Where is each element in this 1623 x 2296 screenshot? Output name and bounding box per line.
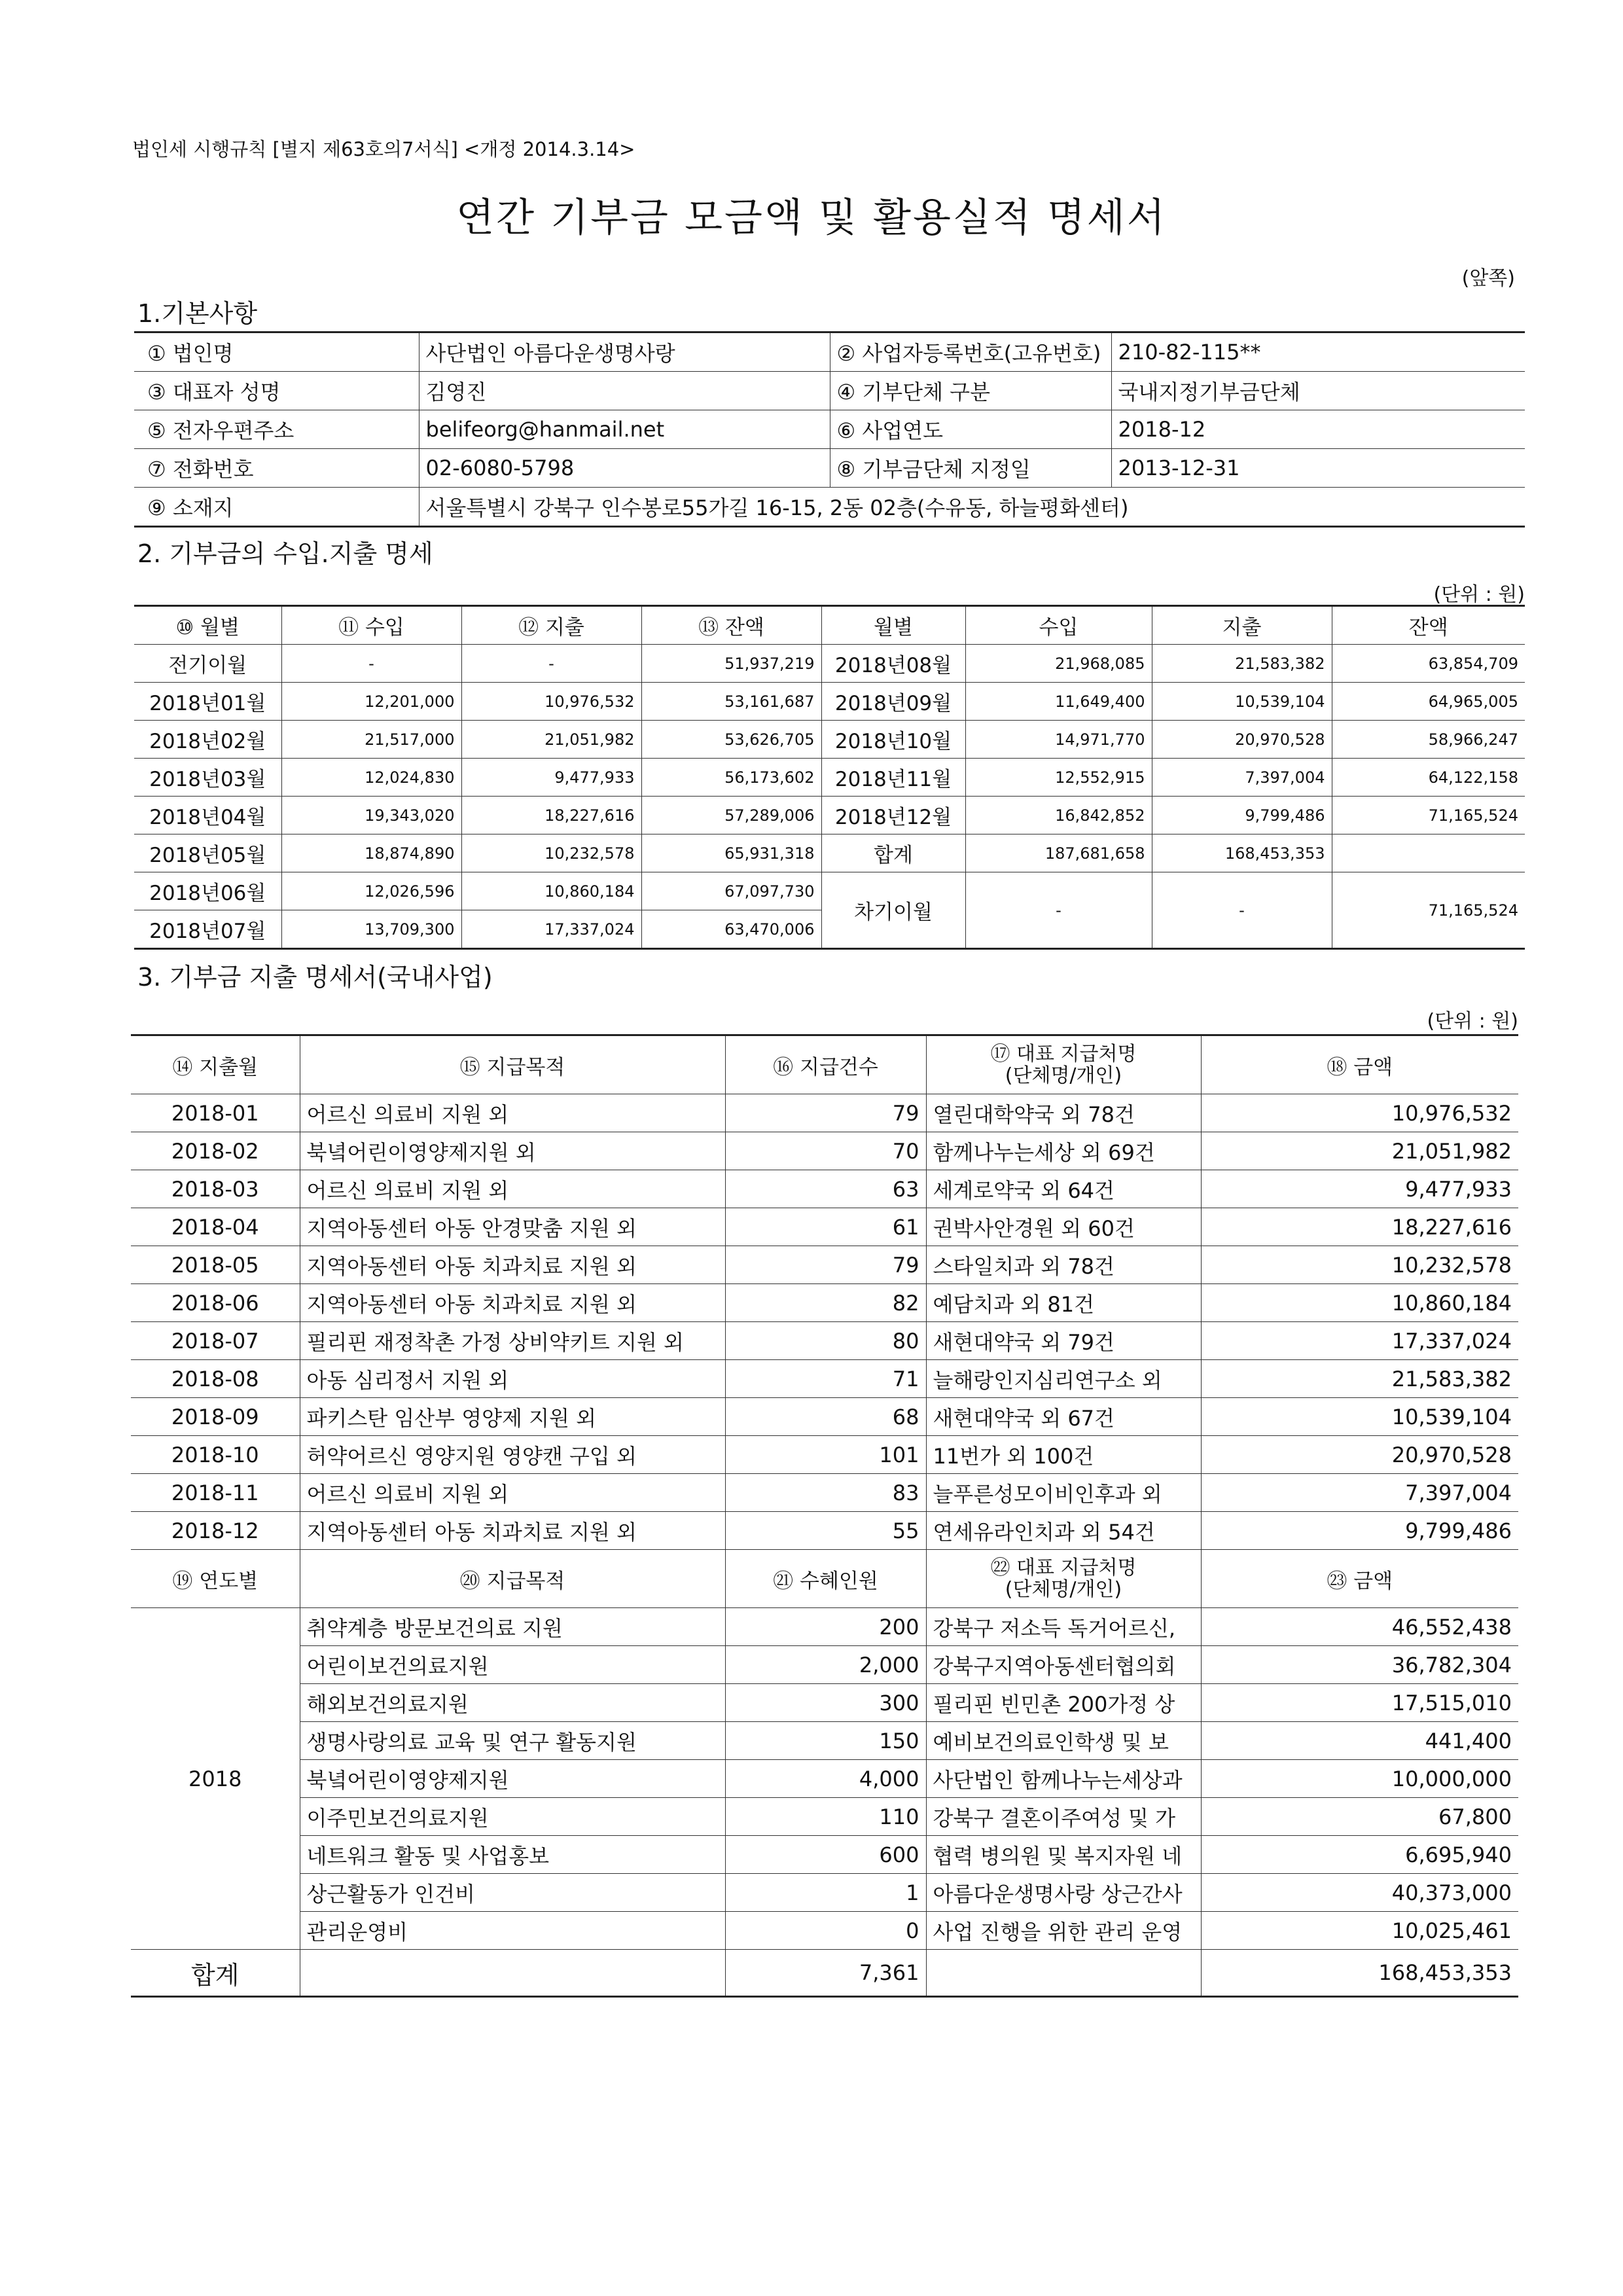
purpose-cell: 파키스탄 임산부 영양제 지원 외 xyxy=(300,1398,725,1436)
field-label: ⑧ 기부금단체 지정일 xyxy=(830,449,1111,488)
table-row xyxy=(131,1284,1518,1322)
total-beneficiaries: 7,361 xyxy=(725,1950,926,1997)
amount-cell: 10,860,184 xyxy=(1201,1284,1518,1322)
section3-heading: 3. 기부금 지출 명세서(국내사업) xyxy=(137,963,493,992)
page-title: 연간 기부금 모금액 및 활용실적 명세서 xyxy=(456,195,1167,241)
balance-cell: 53,626,705 xyxy=(641,721,821,759)
count-cell: 61 xyxy=(725,1208,926,1246)
month-cell: 전기이월 xyxy=(134,645,281,683)
balance-cell xyxy=(1332,834,1525,872)
beneficiaries-cell: 2,000 xyxy=(725,1646,926,1684)
income-cell: 18,874,890 xyxy=(281,834,461,872)
recipient-cell: 협력 병의원 및 복지자원 네 xyxy=(926,1836,1201,1874)
recipient-cell: 함께나누는세상 외 69건 xyxy=(926,1132,1201,1170)
recipient-cell: 강북구 저소득 독거어르신, xyxy=(926,1608,1201,1646)
recipient-cell: 강북구지역아동센터협의회 xyxy=(926,1646,1201,1684)
field-value: 김영진 xyxy=(419,372,830,410)
month-cell: 2018-11 xyxy=(131,1474,300,1512)
table-row xyxy=(131,1608,1518,1646)
purpose-cell: 아동 심리정서 지원 외 xyxy=(300,1360,725,1398)
month-cell: 2018년08월 xyxy=(821,645,965,683)
field-label: ④ 기부단체 구분 xyxy=(830,372,1111,410)
income-cell: 12,024,830 xyxy=(281,759,461,797)
col-header xyxy=(926,1035,1201,1094)
recipient-cell: 사업 진행을 위한 관리 운영 xyxy=(926,1912,1201,1950)
amount-cell: 67,800 xyxy=(1201,1798,1518,1836)
balance-cell: 65,931,318 xyxy=(641,834,821,872)
recipient-cell: 늘푸른성모이비인후과 외 xyxy=(926,1474,1201,1512)
month-cell: 2018-01 xyxy=(131,1094,300,1132)
total-label: 합계 xyxy=(821,834,965,872)
section3-unit: (단위 : 원) xyxy=(1427,1010,1518,1033)
table-row xyxy=(131,1760,1518,1798)
month-cell: 2018년01월 xyxy=(134,683,281,721)
amount-cell: 10,976,532 xyxy=(1201,1094,1518,1132)
expense-cell: 10,860,184 xyxy=(461,872,641,910)
count-cell: 68 xyxy=(725,1398,926,1436)
count-cell: 79 xyxy=(725,1094,926,1132)
balance-cell: 58,966,247 xyxy=(1332,721,1525,759)
field-value: 2018-12 xyxy=(1111,410,1525,449)
beneficiaries-cell: 0 xyxy=(725,1912,926,1950)
amount-cell: 10,539,104 xyxy=(1201,1398,1518,1436)
recipient-cell: 예담치과 외 81건 xyxy=(926,1284,1201,1322)
recipient-cell: 늘해랑인지심리연구소 외 xyxy=(926,1360,1201,1398)
recipient-cell: 연세유라인치과 외 54건 xyxy=(926,1512,1201,1550)
table-row xyxy=(131,1322,1518,1360)
amount-cell: 10,000,000 xyxy=(1201,1760,1518,1798)
expense-cell: 10,976,532 xyxy=(461,683,641,721)
purpose-cell: 지역아동센터 아동 안경맞춤 지원 외 xyxy=(300,1208,725,1246)
income-expense-table xyxy=(134,605,1525,950)
col-header-line2: (단체명/개인) xyxy=(1005,1578,1122,1601)
purpose-cell: 북녘어린이영양제지원 xyxy=(300,1760,725,1798)
table-row xyxy=(134,721,1525,759)
amount-cell: 18,227,616 xyxy=(1201,1208,1518,1246)
table-header-row xyxy=(131,1550,1518,1608)
income-cell: 21,968,085 xyxy=(965,645,1152,683)
col-header xyxy=(926,1550,1201,1608)
month-cell: 2018년07월 xyxy=(134,910,281,949)
table-header-row xyxy=(131,1035,1518,1094)
front-side-label: (앞쪽) xyxy=(1461,267,1515,290)
expense-cell: 20,970,528 xyxy=(1152,721,1332,759)
income-cell: 16,842,852 xyxy=(965,797,1152,834)
col-header: ⑮ 지급목적 xyxy=(300,1035,725,1094)
basic-info-table xyxy=(134,331,1525,528)
table-row xyxy=(131,1912,1518,1950)
col-header: ⑳ 지급목적 xyxy=(300,1550,725,1608)
month-cell: 2018-06 xyxy=(131,1284,300,1322)
purpose-cell: 이주민보건의료지원 xyxy=(300,1798,725,1836)
empty-cell xyxy=(300,1950,725,1997)
month-cell: 2018년04월 xyxy=(134,797,281,834)
table-row xyxy=(131,1798,1518,1836)
expense-cell: 9,477,933 xyxy=(461,759,641,797)
month-cell: 2018년05월 xyxy=(134,834,281,872)
income-cell: 11,649,400 xyxy=(965,683,1152,721)
month-cell: 2018년10월 xyxy=(821,721,965,759)
amount-cell: 441,400 xyxy=(1201,1722,1518,1760)
balance-cell: 57,289,006 xyxy=(641,797,821,834)
expense-cell: 21,051,982 xyxy=(461,721,641,759)
balance-cell: 63,854,709 xyxy=(1332,645,1525,683)
amount-cell: 10,025,461 xyxy=(1201,1912,1518,1950)
recipient-cell: 예비보건의료인학생 및 보 xyxy=(926,1722,1201,1760)
recipient-cell: 새현대약국 외 67건 xyxy=(926,1398,1201,1436)
table-row xyxy=(131,1132,1518,1170)
beneficiaries-cell: 200 xyxy=(725,1608,926,1646)
purpose-cell: 어린이보건의료지원 xyxy=(300,1646,725,1684)
expense-cell: 21,583,382 xyxy=(1152,645,1332,683)
table-row xyxy=(131,1512,1518,1550)
recipient-cell: 권박사안경원 외 60건 xyxy=(926,1208,1201,1246)
recipient-cell: 아름다운생명사랑 상근간사 xyxy=(926,1874,1201,1912)
count-cell: 83 xyxy=(725,1474,926,1512)
month-cell: 2018-09 xyxy=(131,1398,300,1436)
basic-info-row xyxy=(134,372,1525,410)
purpose-cell: 상근활동가 인건비 xyxy=(300,1874,725,1912)
income-cell: 12,201,000 xyxy=(281,683,461,721)
income-cell: 13,709,300 xyxy=(281,910,461,949)
table-row xyxy=(131,1360,1518,1398)
balance-cell: 56,173,602 xyxy=(641,759,821,797)
purpose-cell: 해외보건의료지원 xyxy=(300,1684,725,1722)
purpose-cell: 북녘어린이영양제지원 외 xyxy=(300,1132,725,1170)
expense-cell: - xyxy=(461,645,641,683)
basic-info-row xyxy=(134,332,1525,372)
field-value: 국내지정기부금단체 xyxy=(1111,372,1525,410)
col-header: ⑫ 지출 xyxy=(461,606,641,645)
col-header: 월별 xyxy=(821,606,965,645)
table-row xyxy=(131,1474,1518,1512)
recipient-cell: 세계로약국 외 64건 xyxy=(926,1170,1201,1208)
beneficiaries-cell: 1 xyxy=(725,1874,926,1912)
year-cell: 2018 xyxy=(131,1608,300,1950)
col-header: ㉑ 수혜인원 xyxy=(725,1550,926,1608)
month-cell: 2018-03 xyxy=(131,1170,300,1208)
recipient-cell: 스타일치과 외 78건 xyxy=(926,1246,1201,1284)
col-header: ⑲ 연도별 xyxy=(131,1550,300,1608)
amount-cell: 9,477,933 xyxy=(1201,1170,1518,1208)
amount-cell: 40,373,000 xyxy=(1201,1874,1518,1912)
recipient-cell: 열린대학약국 외 78건 xyxy=(926,1094,1201,1132)
amount-cell: 17,337,024 xyxy=(1201,1322,1518,1360)
recipient-cell: 강북구 결혼이주여성 및 가 xyxy=(926,1798,1201,1836)
beneficiaries-cell: 300 xyxy=(725,1684,926,1722)
address-value: 서울특별시 강북구 인수봉로55가길 16-15, 2동 02층(수유동, 하늘평화센터) xyxy=(419,488,1525,527)
expense-cell: 9,799,486 xyxy=(1152,797,1332,834)
amount-cell: 21,051,982 xyxy=(1201,1132,1518,1170)
field-value: belifeorg@hanmail.net xyxy=(419,410,830,449)
beneficiaries-cell: 4,000 xyxy=(725,1760,926,1798)
recipient-cell: 사단법인 함께나누는세상과 xyxy=(926,1760,1201,1798)
col-header: ⑩ 월별 xyxy=(134,606,281,645)
table-row xyxy=(131,1684,1518,1722)
donation-expense-table xyxy=(131,1034,1518,1998)
month-cell: 2018-12 xyxy=(131,1512,300,1550)
table-row xyxy=(131,1436,1518,1474)
month-cell: 2018-04 xyxy=(131,1208,300,1246)
field-value: 2013-12-31 xyxy=(1111,449,1525,488)
amount-cell: 20,970,528 xyxy=(1201,1436,1518,1474)
col-header-line1: ㉒ 대표 지급처명 xyxy=(990,1556,1137,1579)
income-total: 187,681,658 xyxy=(965,834,1152,872)
total-label: 합계 xyxy=(131,1950,300,1997)
beneficiaries-cell: 150 xyxy=(725,1722,926,1760)
purpose-cell: 필리핀 재정착촌 가정 상비약키트 지원 외 xyxy=(300,1322,725,1360)
expense-total: 168,453,353 xyxy=(1152,834,1332,872)
balance-cell: 64,965,005 xyxy=(1332,683,1525,721)
field-label: ② 사업자등록번호(고유번호) xyxy=(830,332,1111,372)
empty-cell xyxy=(926,1950,1201,1997)
col-header: 지출 xyxy=(1152,606,1332,645)
recipient-cell: 11번가 외 100건 xyxy=(926,1436,1201,1474)
table-row xyxy=(131,1874,1518,1912)
amount-cell: 36,782,304 xyxy=(1201,1646,1518,1684)
expense-cell: 10,539,104 xyxy=(1152,683,1332,721)
income-cell: 12,552,915 xyxy=(965,759,1152,797)
carry-forward-expense: - xyxy=(1152,872,1332,949)
basic-info-row xyxy=(134,410,1525,449)
col-header: 잔액 xyxy=(1332,606,1525,645)
field-label: ① 법인명 xyxy=(134,332,419,372)
carry-forward-income: - xyxy=(965,872,1152,949)
month-cell: 2018-08 xyxy=(131,1360,300,1398)
income-cell: 12,026,596 xyxy=(281,872,461,910)
total-row xyxy=(131,1950,1518,1997)
col-header-line2: (단체명/개인) xyxy=(1005,1064,1122,1087)
month-cell: 2018년02월 xyxy=(134,721,281,759)
field-label: ③ 대표자 성명 xyxy=(134,372,419,410)
month-cell: 2018년03월 xyxy=(134,759,281,797)
basic-info-row xyxy=(134,449,1525,488)
balance-cell: 64,122,158 xyxy=(1332,759,1525,797)
col-header: 수입 xyxy=(965,606,1152,645)
table-row xyxy=(131,1208,1518,1246)
carry-forward-balance: 71,165,524 xyxy=(1332,872,1525,949)
month-cell: 2018-10 xyxy=(131,1436,300,1474)
field-label: ⑤ 전자우편주소 xyxy=(134,410,419,449)
col-header: ⑭ 지출월 xyxy=(131,1035,300,1094)
recipient-cell: 필리핀 빈민촌 200가정 상 xyxy=(926,1684,1201,1722)
count-cell: 79 xyxy=(725,1246,926,1284)
table-row xyxy=(131,1170,1518,1208)
amount-cell: 46,552,438 xyxy=(1201,1608,1518,1646)
section2-heading: 2. 기부금의 수입.지출 명세 xyxy=(137,539,433,568)
section2-unit: (단위 : 원) xyxy=(1433,583,1525,606)
income-cell: - xyxy=(281,645,461,683)
count-cell: 70 xyxy=(725,1132,926,1170)
month-cell: 2018-02 xyxy=(131,1132,300,1170)
col-header: ㉓ 금액 xyxy=(1201,1550,1518,1608)
address-label: ⑨ 소재지 xyxy=(134,488,419,527)
month-cell: 2018년06월 xyxy=(134,872,281,910)
table-row xyxy=(131,1722,1518,1760)
count-cell: 71 xyxy=(725,1360,926,1398)
month-cell: 2018년11월 xyxy=(821,759,965,797)
expense-cell: 17,337,024 xyxy=(461,910,641,949)
beneficiaries-cell: 110 xyxy=(725,1798,926,1836)
col-header: ⑬ 잔액 xyxy=(641,606,821,645)
purpose-cell: 지역아동센터 아동 치과치료 지원 외 xyxy=(300,1284,725,1322)
beneficiaries-cell: 600 xyxy=(725,1836,926,1874)
amount-cell: 9,799,486 xyxy=(1201,1512,1518,1550)
col-header: ⑱ 금액 xyxy=(1201,1035,1518,1094)
purpose-cell: 허약어르신 영양지원 영양캔 구입 외 xyxy=(300,1436,725,1474)
month-cell: 2018-07 xyxy=(131,1322,300,1360)
field-value: 사단법인 아름다운생명사랑 xyxy=(419,332,830,372)
field-label: ⑥ 사업연도 xyxy=(830,410,1111,449)
table-row xyxy=(131,1246,1518,1284)
table-row xyxy=(131,1836,1518,1874)
col-header: ⑯ 지급건수 xyxy=(725,1035,926,1094)
count-cell: 101 xyxy=(725,1436,926,1474)
purpose-cell: 취약계층 방문보건의료 지원 xyxy=(300,1608,725,1646)
amount-cell: 21,583,382 xyxy=(1201,1360,1518,1398)
expense-cell: 7,397,004 xyxy=(1152,759,1332,797)
month-cell: 2018-05 xyxy=(131,1246,300,1284)
income-cell: 14,971,770 xyxy=(965,721,1152,759)
balance-cell: 63,470,006 xyxy=(641,910,821,949)
purpose-cell: 지역아동센터 아동 치과치료 지원 외 xyxy=(300,1246,725,1284)
table-row xyxy=(131,1398,1518,1436)
law-reference: 법인세 시행규칙 [별지 제63호의7서식] <개정 2014.3.14> xyxy=(132,138,635,160)
table-row xyxy=(134,683,1525,721)
section1-heading: 1.기본사항 xyxy=(137,299,258,328)
count-cell: 82 xyxy=(725,1284,926,1322)
amount-cell: 10,232,578 xyxy=(1201,1246,1518,1284)
address-row xyxy=(134,488,1525,527)
amount-cell: 17,515,010 xyxy=(1201,1684,1518,1722)
amount-cell: 6,695,940 xyxy=(1201,1836,1518,1874)
balance-cell: 53,161,687 xyxy=(641,683,821,721)
table-row xyxy=(131,1646,1518,1684)
total-amount: 168,453,353 xyxy=(1201,1950,1518,1997)
expense-cell: 10,232,578 xyxy=(461,834,641,872)
col-header: ⑪ 수입 xyxy=(281,606,461,645)
purpose-cell: 관리운영비 xyxy=(300,1912,725,1950)
income-cell: 19,343,020 xyxy=(281,797,461,834)
month-cell: 2018년12월 xyxy=(821,797,965,834)
purpose-cell: 어르신 의료비 지원 외 xyxy=(300,1170,725,1208)
balance-cell: 51,937,219 xyxy=(641,645,821,683)
purpose-cell: 생명사랑의료 교육 및 연구 활동지원 xyxy=(300,1722,725,1760)
income-cell: 21,517,000 xyxy=(281,721,461,759)
col-header-line1: ⑰ 대표 지급처명 xyxy=(990,1043,1137,1066)
purpose-cell: 어르신 의료비 지원 외 xyxy=(300,1474,725,1512)
table-row xyxy=(134,797,1525,834)
balance-cell: 71,165,524 xyxy=(1332,797,1525,834)
expense-cell: 18,227,616 xyxy=(461,797,641,834)
table-header-row xyxy=(134,606,1525,645)
carry-forward-label: 차기이월 xyxy=(821,872,965,949)
count-cell: 80 xyxy=(725,1322,926,1360)
table-row xyxy=(131,1094,1518,1132)
purpose-cell: 지역아동센터 아동 치과치료 지원 외 xyxy=(300,1512,725,1550)
month-cell: 2018년09월 xyxy=(821,683,965,721)
count-cell: 55 xyxy=(725,1512,926,1550)
purpose-cell: 어르신 의료비 지원 외 xyxy=(300,1094,725,1132)
count-cell: 63 xyxy=(725,1170,926,1208)
amount-cell: 7,397,004 xyxy=(1201,1474,1518,1512)
field-value: 210-82-115** xyxy=(1111,332,1525,372)
field-label: ⑦ 전화번호 xyxy=(134,449,419,488)
table-row xyxy=(134,834,1525,872)
balance-cell: 67,097,730 xyxy=(641,872,821,910)
field-value: 02-6080-5798 xyxy=(419,449,830,488)
table-row xyxy=(134,872,1525,910)
recipient-cell: 새현대약국 외 79건 xyxy=(926,1322,1201,1360)
purpose-cell: 네트워크 활동 및 사업홍보 xyxy=(300,1836,725,1874)
table-row xyxy=(134,645,1525,683)
table-row xyxy=(134,759,1525,797)
